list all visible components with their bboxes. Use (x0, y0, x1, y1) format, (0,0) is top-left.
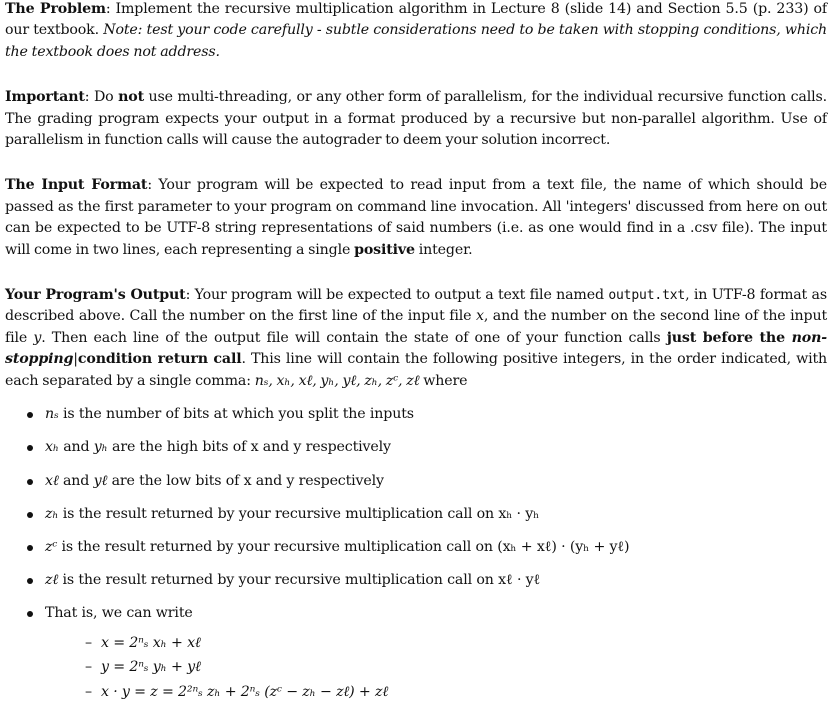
list-item-that-is (27, 603, 827, 703)
list-item-zc (27, 537, 827, 558)
symbol-2: yₕ (93, 439, 108, 456)
output-paragraph (5, 285, 827, 392)
list-item-zl (27, 570, 827, 591)
input-format-paragraph (5, 175, 827, 261)
bullet-dot (27, 412, 33, 418)
dash: – (85, 659, 92, 676)
symbol: xℓ (45, 472, 59, 489)
conjunction: and (58, 472, 94, 489)
dash: – (85, 634, 92, 651)
bullet-dot (27, 578, 33, 584)
definition: are the low bits of x and y respectively (107, 472, 384, 489)
definition: is the result returned by your recursive multiplication call on xℓ · yℓ (58, 572, 541, 589)
problem-label: The Problem (5, 1, 106, 17)
list-item-ns (27, 404, 827, 425)
important-not: not (118, 89, 144, 106)
output-non-stopping: non-stopping (5, 329, 827, 368)
bullet-dot (27, 445, 33, 451)
output-text-4: . Then each line of the output file will contain the state of one of your function calls (41, 329, 667, 346)
important-label: Important (5, 89, 85, 106)
definition: is the number of bits at which you split the inputs (58, 406, 414, 423)
output-var-list: nₛ, xₕ, xℓ, yₕ, yℓ, zₕ, zᶜ, zℓ (254, 372, 420, 389)
important-text-2: use multi-threading, or any other form of parallelism, for the individual recursive function calls. The grading program expects your output in a format produced by a recursive but non-parallel algorithm. Use of parallelism in function calls will cause the autograder to deem your solution incorrect. (5, 89, 828, 149)
input-format-label: The Input Format (5, 177, 148, 194)
definition: is the result returned by your recursive multiplication call on xₕ · yₕ (58, 505, 540, 522)
problem-paragraph (5, 0, 827, 63)
output-just-before: just before the (666, 329, 792, 346)
equations-list (45, 633, 827, 703)
document-page (5, 0, 827, 709)
input-format-text-2: integer. (414, 241, 473, 258)
equation-text: x = 2ⁿₛ xₕ + xℓ (101, 634, 201, 651)
equation-x (85, 633, 827, 654)
output-var-x: x (475, 308, 484, 325)
bullet-dot (27, 611, 33, 617)
equation-xy (85, 682, 827, 703)
dash: – (85, 683, 92, 700)
definition: are the high bits of x and y respectively (107, 439, 391, 456)
symbol: nₛ (45, 406, 59, 423)
list-item-zh (27, 504, 827, 525)
definition: is the result returned by your recursive multiplication call on (xₕ + xℓ) · (yₕ + yℓ) (57, 538, 630, 555)
output-var-y: y (33, 329, 42, 346)
input-format-positive: positive (354, 241, 415, 258)
output-text-3: , and the number on the second line of the input file (5, 308, 827, 346)
symbol: xₕ (45, 439, 59, 456)
equation-text: x · y = z = 2²ⁿₛ zₕ + 2ⁿₛ (zᶜ − zₕ − zℓ) + zℓ (101, 683, 389, 700)
important-paragraph (5, 87, 827, 151)
list-item-high-bits (27, 437, 827, 458)
input-format-text-1: : Your program will be expected to read input from a text file, the name of which should be passed as the first parameter to your program on command line invocation. All 'integers' discussed from here on out can be expected to be UTF-8 string representations of said numbers (i.e. as one would find in a .csv file). The input will come in two lines, each representing a single (5, 177, 827, 258)
variable-definitions-list (5, 404, 827, 703)
output-cursor: | (73, 351, 78, 368)
bullet-dot (27, 545, 33, 551)
output-text-1: : Your program will be expected to output a text file named (185, 287, 609, 304)
important-text-1: : Do (84, 89, 119, 106)
output-filename: output.txt (608, 288, 686, 304)
symbol-2: yℓ (93, 472, 108, 489)
output-where: where (419, 372, 468, 389)
output-text-2: , in UTF-8 format as described above. Call the number on the first line of the input file (5, 287, 827, 325)
output-label: Your Program's Output (5, 287, 186, 304)
definition: That is, we can write (45, 605, 193, 622)
symbol: zℓ (45, 572, 59, 589)
equation-y (85, 657, 827, 678)
problem-text: : Implement the recursive multiplication algorithm in Lecture 8 (slide 14) and Section 5.5 (p. 233) of our textbook. (5, 1, 827, 39)
list-item-low-bits (27, 471, 827, 492)
problem-note: Note: test your code carefully - subtle considerations need to be taken with stopping conditions, which the textbook does not address. (5, 22, 828, 60)
conjunction: and (58, 439, 94, 456)
bullet-dot (27, 512, 33, 518)
symbol: zₕ (45, 505, 59, 522)
output-condition: condition return call (77, 351, 242, 368)
symbol: zᶜ (45, 538, 58, 555)
equation-text: y = 2ⁿₛ yₕ + yℓ (101, 659, 201, 676)
output-text-5: . This line will contain the following positive integers, in the order indicated, with each separated by a single comma: (5, 351, 828, 389)
bullet-dot (27, 479, 33, 485)
